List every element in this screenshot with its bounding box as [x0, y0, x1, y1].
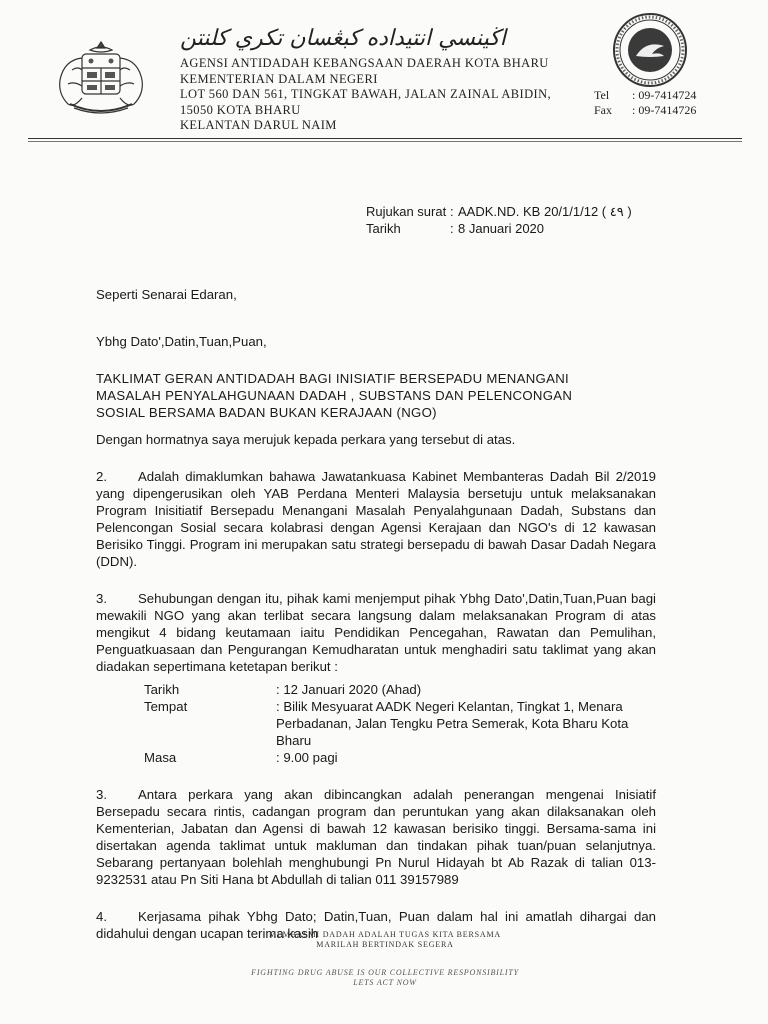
paragraph-number: 4.: [96, 909, 107, 924]
jawi-agency-name: اڬينسي انتيداده كبڠسان تكري كلنتن: [180, 26, 506, 51]
agency-line: LOT 560 DAN 561, TINGKAT BAWAH, JALAN ZAINAL ABIDIN,: [180, 87, 552, 101]
fax-value: : 09-7414726: [632, 103, 697, 117]
recipient: Seperti Senarai Edaran,: [96, 287, 237, 302]
salutation: Ybhg Dato',Datin,Tuan,Puan,: [96, 334, 267, 349]
slogan-line: MEMBASMI DADAH ADALAH TUGAS KITA BERSAMA: [269, 930, 501, 939]
detail-row: [144, 698, 656, 749]
subject-line: TAKLIMAT GERAN ANTIDADAH BAGI INISIATIF BERSEPADU MENANGANI: [96, 371, 569, 386]
paragraph-number: 3.: [96, 591, 107, 606]
rujukan-label: Rujukan surat: [366, 204, 447, 219]
paragraph-3: [96, 590, 656, 675]
paragraph-number: 3.: [96, 787, 107, 802]
agency-line: KELANTAN DARUL NAIM: [180, 118, 337, 132]
agency-line: AGENSI ANTIDADAH KEBANGSAAN DAERAH KOTA BHARU: [180, 56, 549, 70]
rujukan-value: AADK.ND. KB 20/1/1/12 ( ٤٩ ): [458, 204, 632, 219]
agency-line: KEMENTERIAN DALAM NEGERI: [180, 71, 378, 86]
opening-line: Dengan hormatnya saya merujuk kepada perkara yang tersebut di atas.: [96, 432, 516, 447]
paragraph-number: 2.: [96, 469, 107, 484]
agency-address: [180, 56, 551, 134]
paragraph-text: Adalah dimaklumkan bahawa Jawatankuasa Kabinet Membanteras Dadah Bil 2/2019 yang dipengerusikan oleh YAB Perdana Menteri Malaysia bersetuju untuk melaksanakan Program Inisitiatif Bersepadu Menangani Masalah Penyalahgunaan Dadah, Substans dan Pelencongan Sosial secara kolabrasi dengan Agensi Kerajaan dan NGO's di 12 kawasan Berisiko Tinggi. Program ini merupakan satu strategi bersepadu di bawah Dasar Dadah Negara (DDN).: [96, 469, 656, 569]
detail-label: Tarikh: [144, 682, 180, 697]
paragraph-2: [96, 468, 656, 570]
tarikh-value: 8 Januari 2020: [458, 221, 545, 236]
detail-row: [144, 681, 656, 698]
subject-line: MASALAH PENYALAHGUNAAN DADAH , SUBSTANS DAN PELENCONGAN: [96, 388, 573, 403]
subject-line: SOSIAL BERSAMA BADAN BUKAN KERAJAAN (NGO): [96, 405, 437, 420]
paragraph-4: [96, 786, 656, 888]
letterhead-divider-thin: [28, 141, 742, 142]
fax-label: Fax: [594, 103, 612, 117]
letter-body: [96, 286, 656, 942]
slogan-line: MARILAH BERTINDAK SEGERA: [316, 940, 454, 949]
coat-of-arms-icon: [42, 38, 160, 120]
letterhead-divider: [28, 138, 742, 139]
detail-label: Masa: [144, 750, 177, 765]
paragraph-text: Kerjasama pihak Ybhg Dato; Datin,Tuan, Puan dalam hal ini amatlah dihargai dan didahului dengan ucapan terima kasih: [96, 909, 656, 941]
tel-value: : 09-7414724: [632, 88, 697, 102]
slogan-line: LETS ACT NOW: [353, 978, 417, 987]
detail-row: [144, 749, 656, 766]
slogan-line: FIGHTING DRUG ABUSE IS OUR COLLECTIVE RESPONSIBILITY: [251, 968, 519, 977]
detail-value: : 9.00 pagi: [276, 750, 338, 765]
reference-block: Rujukan surat : AADK.ND. KB 20/1/1/12 ( ٤٩ ) Tarikh : 8 Januari 2020: [366, 204, 632, 236]
paragraph-text: Antara perkara yang akan dibincangkan adalah penerangan mengenai Inisiatif Bersepadu secara rintis, cadangan program dan peruntukan yang akan dilaksanakan oleh Kementerian, Jabatan dan Agensi di bawah 12 kawasan berisiko tinggi. Bersama-sama ini disertakan agenda taklimat untuk makluman dan tindakan pihak tuan/puan selanjutnya. Sebarang pertanyaan bolehlah menghubungi Pn Nurul Hidayah bt Ab Razak di talian 013-9232531 atau Pn Siti Hana bt Abdullah di talian 011 39157989: [96, 787, 656, 887]
paragraph-text: Sehubungan dengan itu, pihak kami menjemput pihak Ybhg Dato',Datin,Tuan,Puan bagi mewakili NGO yang akan terlibat secara langsung dalam melaksanakan Program di atas mengikut 4 bidang keutamaan iaitu Pendidikan Pencegahan, Rawatan dan Pemulihan, Penguatkuasaan dan Pengurangan Kemudharatan untuk menghadiri satu taklimat yang akan diadakan sepertimana ketetapan berikut :: [96, 591, 656, 674]
detail-value: : Bilik Mesyuarat AADK Negeri Kelantan, Tingkat 1, Menara Perbadanan, Jalan Tengku Petra Semerak, Kota Bharu Kota Bharu: [276, 699, 629, 748]
meeting-details: [144, 681, 656, 766]
tel-label: Tel: [594, 88, 610, 102]
tarikh-label: Tarikh: [366, 221, 401, 236]
footer-slogan: [240, 930, 530, 988]
detail-label: Tempat: [144, 699, 188, 714]
subject-heading: [96, 370, 656, 421]
agency-seal-icon: [612, 12, 688, 88]
contact-info: [594, 88, 696, 118]
detail-value: : 12 Januari 2020 (Ahad): [276, 682, 422, 697]
agency-line: 15050 KOTA BHARU: [180, 102, 301, 117]
